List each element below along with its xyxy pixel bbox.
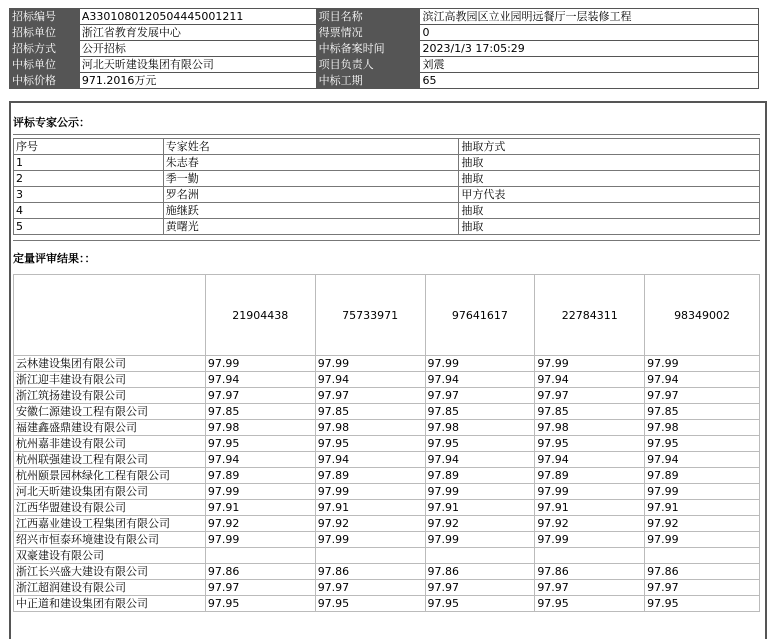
score-cell: 97.94 <box>205 452 315 468</box>
score-cell: 97.97 <box>535 580 645 596</box>
score-cell: 97.98 <box>315 420 425 436</box>
score-row <box>14 468 760 484</box>
score-row <box>14 420 760 436</box>
score-cell: 97.86 <box>535 564 645 580</box>
score-cell: 97.94 <box>535 452 645 468</box>
experts-section-title: 评标专家公示： <box>13 116 90 129</box>
score-cell: 97.95 <box>645 596 760 612</box>
expert-id-header: 21904438 <box>205 275 315 356</box>
score-cell: 97.91 <box>315 500 425 516</box>
tender-unit-label: 招标单位 <box>10 25 80 41</box>
company-name: 杭州嘉非建设有限公司 <box>14 436 206 452</box>
score-cell: 97.97 <box>535 388 645 404</box>
manager-value: 刘震 <box>420 57 759 73</box>
duration-value: 65 <box>420 73 759 89</box>
score-cell: 97.95 <box>425 436 535 452</box>
score-row <box>14 388 760 404</box>
scores-section-title: 定量评审结果：： <box>13 252 96 265</box>
score-cell: 97.95 <box>425 596 535 612</box>
expert-name: 朱志春 <box>163 155 459 171</box>
expert-name: 黄曙光 <box>163 219 459 235</box>
score-cell: 97.95 <box>645 436 760 452</box>
score-cell: 97.95 <box>205 596 315 612</box>
expert-index: 2 <box>14 171 164 187</box>
votes-value: 0 <box>420 25 759 41</box>
score-cell: 97.89 <box>315 468 425 484</box>
score-cell: 97.95 <box>315 596 425 612</box>
bid-number-value: A3301080120504445001211 <box>79 9 316 25</box>
score-cell: 97.99 <box>535 532 645 548</box>
expert-index: 5 <box>14 219 164 235</box>
score-row <box>14 548 760 564</box>
score-row <box>14 596 760 612</box>
expert-row <box>14 155 760 171</box>
company-name: 福建鑫盛鼎建设有限公司 <box>14 420 206 436</box>
score-row <box>14 436 760 452</box>
company-name: 绍兴市恒泰环境建设有限公司 <box>14 532 206 548</box>
score-cell: 97.95 <box>535 436 645 452</box>
score-row <box>14 532 760 548</box>
score-cell: 97.98 <box>645 420 760 436</box>
score-cell <box>315 548 425 564</box>
company-name: 中正道和建设集团有限公司 <box>14 596 206 612</box>
score-cell: 97.92 <box>535 516 645 532</box>
expert-index: 3 <box>14 187 164 203</box>
score-cell: 97.99 <box>425 356 535 372</box>
expert-name: 施继跃 <box>163 203 459 219</box>
score-row <box>14 484 760 500</box>
expert-method: 抽取 <box>459 171 760 187</box>
expert-row <box>14 219 760 235</box>
bid-info-table <box>9 8 759 89</box>
expert-id-header: 97641617 <box>425 275 535 356</box>
section-divider <box>13 134 760 135</box>
expert-row <box>14 187 760 203</box>
bid-number-label: 招标编号 <box>10 9 80 25</box>
winner-value: 河北天昕建设集团有限公司 <box>79 57 316 73</box>
score-cell: 97.97 <box>645 388 760 404</box>
company-name: 杭州联强建设工程有限公司 <box>14 452 206 468</box>
score-cell: 97.99 <box>535 484 645 500</box>
company-header-cell <box>14 275 206 356</box>
record-time-value: 2023/1/3 17:05:29 <box>420 41 759 57</box>
votes-label: 得票情况 <box>316 25 420 41</box>
score-cell: 97.98 <box>205 420 315 436</box>
score-cell: 97.91 <box>205 500 315 516</box>
company-name: 浙江筑扬建设有限公司 <box>14 388 206 404</box>
tender-method-value: 公开招标 <box>79 41 316 57</box>
expert-index: 4 <box>14 203 164 219</box>
project-name-label: 项目名称 <box>316 9 420 25</box>
price-label: 中标价格 <box>10 73 80 89</box>
score-cell: 97.91 <box>535 500 645 516</box>
expert-row <box>14 203 760 219</box>
score-cell: 97.95 <box>205 436 315 452</box>
expert-method: 甲方代表 <box>459 187 760 203</box>
score-cell: 97.91 <box>645 500 760 516</box>
score-cell: 97.99 <box>205 484 315 500</box>
score-row <box>14 500 760 516</box>
info-row <box>10 9 759 25</box>
company-name: 江西华盟建设有限公司 <box>14 500 206 516</box>
score-cell: 97.99 <box>425 484 535 500</box>
score-cell: 97.92 <box>425 516 535 532</box>
experts-header-cell: 专家姓名 <box>163 139 459 155</box>
score-cell: 97.99 <box>205 532 315 548</box>
score-cell: 97.97 <box>425 388 535 404</box>
score-cell: 97.89 <box>535 468 645 484</box>
score-cell <box>535 548 645 564</box>
experts-header-row <box>14 139 760 155</box>
score-cell: 97.99 <box>315 484 425 500</box>
tender-method-label: 招标方式 <box>10 41 80 57</box>
score-cell: 97.98 <box>535 420 645 436</box>
expert-name: 季一勤 <box>163 171 459 187</box>
info-row <box>10 57 759 73</box>
expert-id-header: 98349002 <box>645 275 760 356</box>
score-row <box>14 580 760 596</box>
price-value: 971.2016万元 <box>79 73 316 89</box>
score-cell: 97.85 <box>535 404 645 420</box>
score-cell <box>205 548 315 564</box>
score-cell: 97.99 <box>315 532 425 548</box>
score-cell: 97.97 <box>425 580 535 596</box>
score-row <box>14 404 760 420</box>
score-cell: 97.99 <box>535 356 645 372</box>
tender-unit-value: 浙江省教育发展中心 <box>79 25 316 41</box>
expert-row <box>14 171 760 187</box>
score-cell: 97.92 <box>645 516 760 532</box>
score-cell: 97.92 <box>205 516 315 532</box>
experts-header-cell: 序号 <box>14 139 164 155</box>
experts-header-cell: 抽取方式 <box>459 139 760 155</box>
expert-id-header: 75733971 <box>315 275 425 356</box>
score-cell: 97.99 <box>645 484 760 500</box>
experts-table <box>13 138 760 235</box>
company-name: 安徽仁源建设工程有限公司 <box>14 404 206 420</box>
score-cell: 97.94 <box>645 452 760 468</box>
score-cell: 97.85 <box>425 404 535 420</box>
score-cell: 97.97 <box>205 580 315 596</box>
score-cell: 97.99 <box>315 356 425 372</box>
score-cell: 97.97 <box>645 580 760 596</box>
info-row <box>10 25 759 41</box>
score-cell: 97.92 <box>315 516 425 532</box>
duration-label: 中标工期 <box>316 73 420 89</box>
score-cell <box>645 548 760 564</box>
company-name: 浙江超润建设有限公司 <box>14 580 206 596</box>
score-cell: 97.97 <box>205 388 315 404</box>
company-name: 云林建设集团有限公司 <box>14 356 206 372</box>
expert-method: 抽取 <box>459 219 760 235</box>
record-time-label: 中标备案时间 <box>316 41 420 57</box>
expert-method: 抽取 <box>459 203 760 219</box>
scores-header-row <box>14 275 760 356</box>
score-cell: 97.86 <box>205 564 315 580</box>
score-cell: 97.95 <box>315 436 425 452</box>
score-cell: 97.94 <box>205 372 315 388</box>
company-name: 江西嘉业建设工程集团有限公司 <box>14 516 206 532</box>
score-cell: 97.85 <box>205 404 315 420</box>
score-cell: 97.99 <box>425 532 535 548</box>
score-cell: 97.97 <box>315 580 425 596</box>
score-row <box>14 564 760 580</box>
company-name: 浙江迎丰建设有限公司 <box>14 372 206 388</box>
scores-table <box>13 274 760 612</box>
score-cell: 97.94 <box>535 372 645 388</box>
score-cell: 97.99 <box>205 356 315 372</box>
score-row <box>14 452 760 468</box>
score-cell <box>425 548 535 564</box>
score-cell: 97.85 <box>645 404 760 420</box>
score-cell: 97.94 <box>315 372 425 388</box>
expert-index: 1 <box>14 155 164 171</box>
score-cell: 97.86 <box>315 564 425 580</box>
score-cell: 97.86 <box>425 564 535 580</box>
manager-label: 项目负责人 <box>316 57 420 73</box>
score-cell: 97.94 <box>645 372 760 388</box>
info-row <box>10 73 759 89</box>
score-cell: 97.94 <box>315 452 425 468</box>
company-name: 双豪建设有限公司 <box>14 548 206 564</box>
score-cell: 97.99 <box>645 532 760 548</box>
score-cell: 97.94 <box>425 372 535 388</box>
score-cell: 97.86 <box>645 564 760 580</box>
winner-label: 中标单位 <box>10 57 80 73</box>
score-row <box>14 516 760 532</box>
info-row <box>10 41 759 57</box>
score-cell: 97.98 <box>425 420 535 436</box>
section-divider <box>13 240 760 241</box>
company-name: 浙江长兴盛大建设有限公司 <box>14 564 206 580</box>
score-cell: 97.99 <box>645 356 760 372</box>
score-cell: 97.89 <box>425 468 535 484</box>
score-cell: 97.95 <box>535 596 645 612</box>
score-cell: 97.94 <box>425 452 535 468</box>
score-cell: 97.89 <box>205 468 315 484</box>
score-row <box>14 356 760 372</box>
score-cell: 97.85 <box>315 404 425 420</box>
score-cell: 97.97 <box>315 388 425 404</box>
company-name: 河北天昕建设集团有限公司 <box>14 484 206 500</box>
expert-name: 罗名洲 <box>163 187 459 203</box>
company-name: 杭州颐景园林绿化工程有限公司 <box>14 468 206 484</box>
score-cell: 97.89 <box>645 468 760 484</box>
project-name-value: 滨江高教园区立业园明远餐厅一层装修工程 <box>420 9 759 25</box>
expert-method: 抽取 <box>459 155 760 171</box>
expert-id-header: 22784311 <box>535 275 645 356</box>
score-row <box>14 372 760 388</box>
score-cell: 97.91 <box>425 500 535 516</box>
